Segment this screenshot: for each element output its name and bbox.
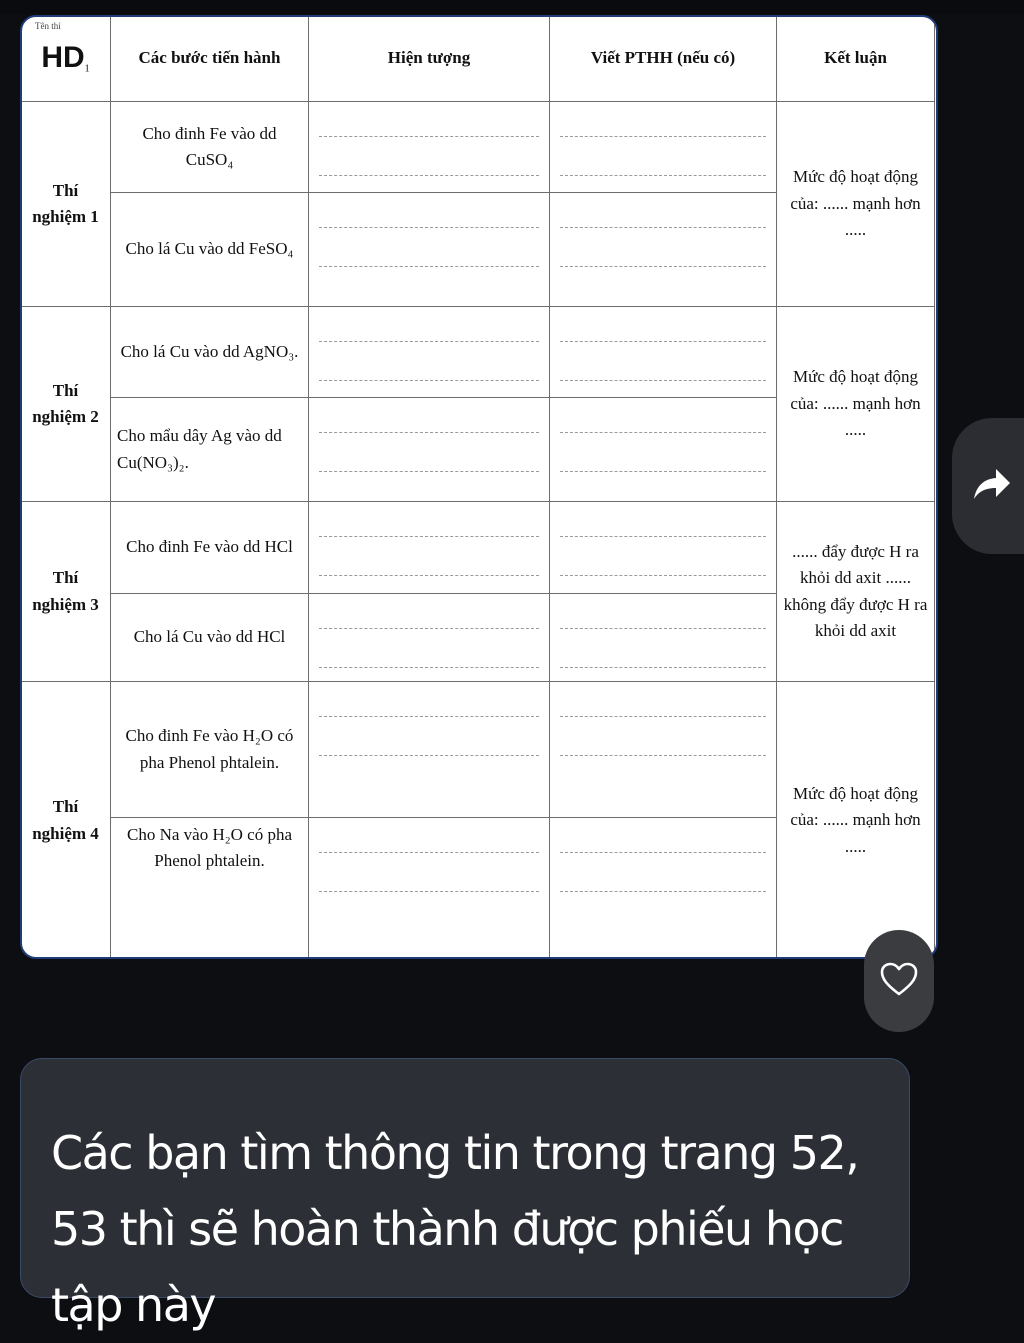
experiment-1-name: Thí nghiệm 1 [21, 102, 111, 307]
table-row [21, 307, 935, 398]
experiment-4-name: Thí nghiệm 4 [21, 682, 111, 960]
worksheet-image[interactable] [20, 15, 938, 959]
experiment-2-conclusion: Mức độ hoạt động của: ...... mạnh hơn ..... [777, 307, 935, 502]
experiment-4-step-2: Cho Na vào H₂O có pha Phenol phtalein. [111, 818, 309, 960]
header-steps: Các bước tiến hành [111, 16, 309, 102]
header-equation: Viết PTHH (nếu có) [550, 16, 777, 102]
experiment-1-step-2: Cho lá Cu vào dd FeSO₄ [111, 193, 309, 307]
header-conclusion: Kết luận [777, 16, 935, 102]
equation-blank [550, 398, 777, 502]
experiment-3-conclusion: ...... đẩy được H ra khỏi dd axit ...... không đẩy được H ra khỏi dd axit [777, 502, 935, 682]
equation-blank [550, 594, 777, 682]
phenomenon-blank [309, 818, 550, 960]
experiment-3-step-1: Cho đinh Fe vào dd HCl [111, 502, 309, 594]
hd-tiny-label: Tên thí [35, 21, 61, 31]
phenomenon-blank [309, 502, 550, 594]
equation-blank [550, 307, 777, 398]
worksheet-table [20, 15, 935, 959]
phenomenon-blank [309, 682, 550, 818]
equation-blank [550, 818, 777, 960]
header-phenomenon: Hiện tượng [309, 16, 550, 102]
phenomenon-blank [309, 307, 550, 398]
experiment-2-name: Thí nghiệm 2 [21, 307, 111, 502]
hd-label: HD [41, 41, 85, 75]
phenomenon-blank [309, 193, 550, 307]
post-caption [20, 1058, 910, 1332]
heart-outline-icon [879, 961, 919, 1002]
experiment-4-step-1: Cho đinh Fe vào H₂O có pha Phenol phtalein. [111, 682, 309, 818]
equation-blank [550, 502, 777, 594]
experiment-1-conclusion: Mức độ hoạt động của: ...... mạnh hơn ..... [777, 102, 935, 307]
experiment-2-step-2: Cho mẩu dây Ag vào dd Cu(NO₃)₂. [111, 398, 309, 502]
phenomenon-blank [309, 398, 550, 502]
table-row [21, 502, 935, 594]
header-hd-cell [21, 16, 111, 102]
phenomenon-blank [309, 594, 550, 682]
experiment-3-name: Thí nghiệm 3 [21, 502, 111, 682]
experiment-3-step-2: Cho lá Cu vào dd HCl [111, 594, 309, 682]
share-button[interactable] [952, 418, 1024, 554]
equation-blank [550, 102, 777, 193]
equation-blank [550, 193, 777, 307]
table-row [21, 682, 935, 818]
hd-sub: 1 [84, 63, 90, 75]
share-arrow-icon [972, 467, 1012, 506]
top-status-strip [0, 0, 1024, 14]
header-row [21, 16, 935, 102]
like-button[interactable] [864, 930, 934, 1032]
phenomenon-blank [309, 102, 550, 193]
experiment-1-step-1: Cho đinh Fe vào dd CuSO₄ [111, 102, 309, 193]
experiment-4-conclusion: Mức độ hoạt động của: ...... mạnh hơn ..... [777, 682, 935, 960]
caption-text: Các bạn tìm thông tin trong trang 52, 53 thì sẽ hoàn thành được phiếu học tập này [51, 1126, 859, 1332]
experiment-2-step-1: Cho lá Cu vào dd AgNO₃. [111, 307, 309, 398]
equation-blank [550, 682, 777, 818]
table-row [21, 102, 935, 193]
